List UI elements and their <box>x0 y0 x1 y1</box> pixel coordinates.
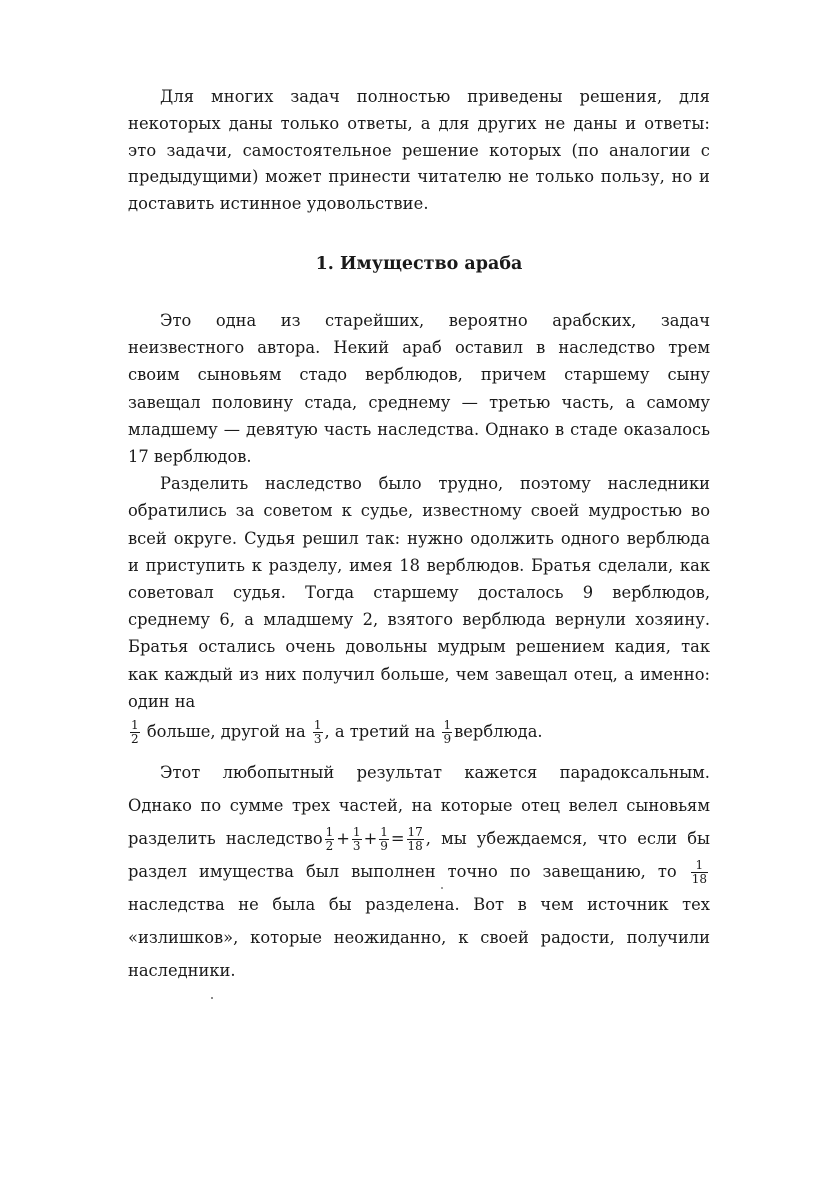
equals-sign: = <box>390 829 405 849</box>
paragraph-3-text-3: наследства не была бы разделена. Вот в чем источник тех «излишков», которые неожиданно, к своей радости, получили наследники. <box>128 895 710 981</box>
paragraph-2-text: Разделить наследство было трудно, поэтому наследники обратились за советом к судье, известному своей мудростью во всей округе. Судья решил так: нужно одолжить одного верблюда и приступить к разделу, имея 18 верблюдов. Братья сделали, как советовал судья. Тогда старшему досталось 9 верблюдов, среднему 6, а младшему 2, взятого верблюда вернули хозяину. Братья остались очень довольны мудрым решением кадия, так как каждый из них получил больше, чем завещал отец, а именно: один на <box>128 474 710 711</box>
plus-sign: + <box>363 829 378 849</box>
intro-paragraph: Для многих задач полностью приведены решения, для некоторых даны только ответы, а для других не даны и ответы: это задачи, самостоятельное решение которых (по аналогии с предыдущими) может принести читателю не только пользу, но и доставить истинное удовольствие. <box>128 87 710 214</box>
section-title: Имущество араба <box>340 253 523 274</box>
plus-sign: + <box>336 829 350 849</box>
page-content <box>128 84 710 987</box>
fraction-sum-ninth: $\frac{1}{9}$ <box>380 825 388 854</box>
fraction-sum-half: $\frac{1}{2}$ <box>325 825 334 854</box>
fraction-seventeen-eighteenths: $\frac{17}{18}$ <box>407 825 423 854</box>
fraction-one-third: $\frac{1}{3}$ <box>313 718 322 747</box>
fraction-one-eighteenth: $\frac{1}{18}$ <box>691 858 707 887</box>
paragraph-1: Это одна из старейших, вероятно арабских, задач неизвестного автора. Некий араб оставил в наследство трем своим сыновьям стадо верблюдов, причем старшему сыну завещал половину стада, среднему — третью часть, а самому младшему — девятую часть наследства. Однако в стаде оказалось 17 верблюдов. <box>128 310 710 466</box>
fraction-sum-third: $\frac{1}{3}$ <box>352 825 361 854</box>
paragraph-3 <box>128 756 710 987</box>
scan-speck <box>441 887 443 889</box>
paragraph-2-fractions-line: $\frac{1}{2}$ больше, другой на $\frac{1}{3}$ , а третий на $\frac{1}{9}$ верблюда. <box>131 718 543 747</box>
fraction-one-ninth: $\frac{1}{9}$ <box>443 718 452 747</box>
section-body <box>128 307 710 987</box>
fraction-one-half: $\frac{1}{2}$ <box>131 718 139 747</box>
paragraph-3-text-1: Этот любопытный результат кажется парадоксальным. Однако по сумме трех частей, на которые отец велел сыновьям разделить наследство <box>128 763 710 849</box>
paragraph-2 <box>128 470 710 715</box>
scan-speck <box>211 997 213 999</box>
paragraph-3-text-2: , мы убеждаемся, что если бы раздел имущества был выполнен точно по завещанию, то <box>128 829 711 882</box>
section-number: 1. <box>315 253 334 274</box>
section-heading <box>128 218 710 277</box>
